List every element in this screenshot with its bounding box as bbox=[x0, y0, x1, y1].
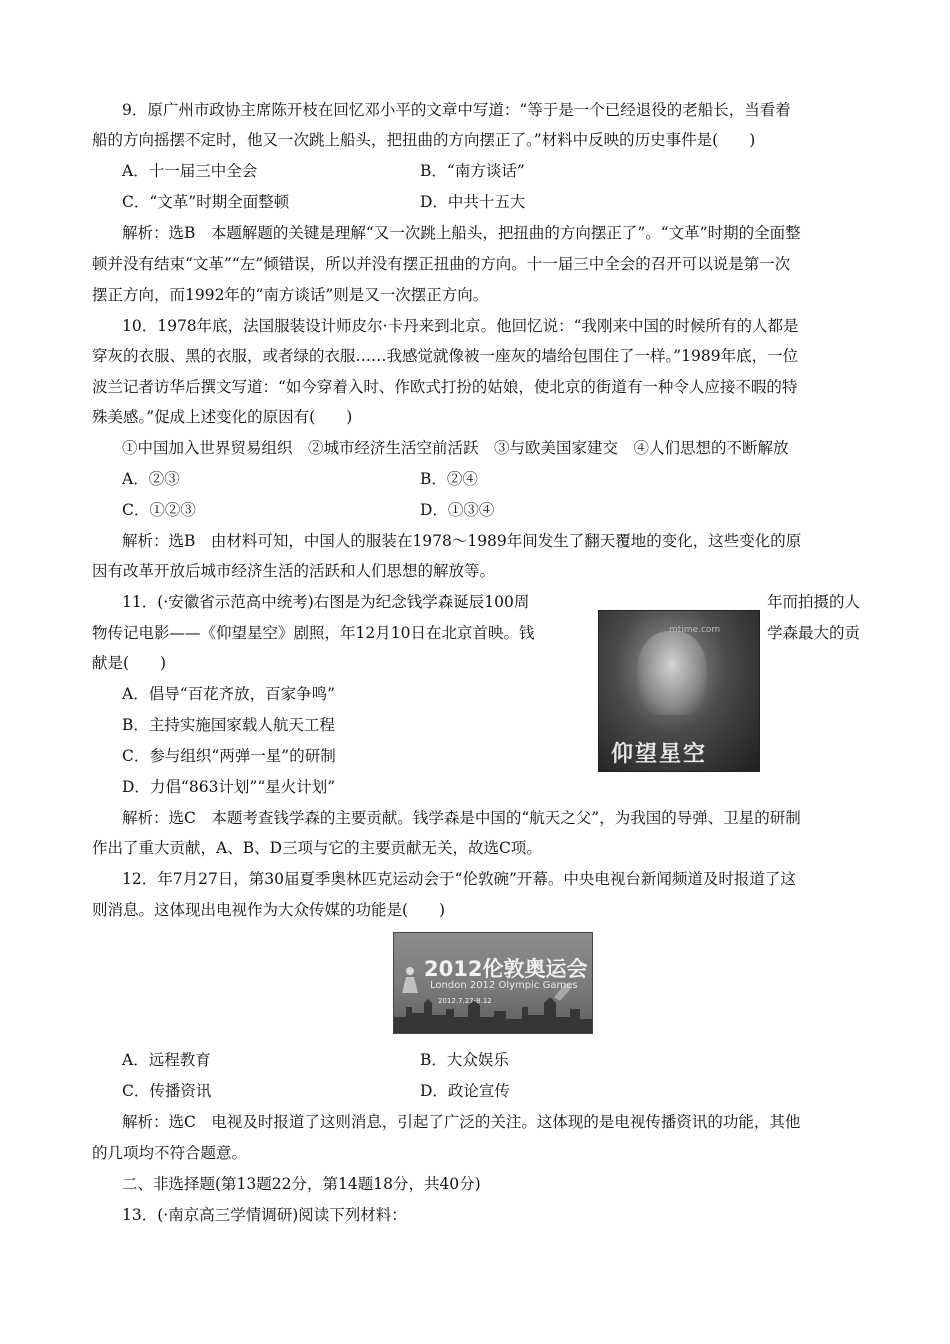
q9-stem-line1: 9．原广州市政协主席陈开枝在回忆邓小平的文章中写道：“等于是一个已经退役的老船长，当看着 bbox=[122, 101, 791, 119]
banner-title: 2012伦敦奥运会 bbox=[424, 957, 588, 981]
photo-calligraphy-title: 仰望星空 bbox=[611, 741, 708, 767]
photo-watermark: mtime.com bbox=[669, 625, 721, 635]
banner-dates: 2012.7.27-8.12 bbox=[438, 997, 492, 1005]
section2-heading: 二、非选择题(第13题22分，第14题18分，共40分) bbox=[122, 1175, 481, 1193]
q11-option-d: D．力倡“863计划”“星火计划” bbox=[122, 778, 336, 796]
q9-option-d: D．中共十五大 bbox=[420, 193, 526, 211]
q9-option-b: B．“南方谈话” bbox=[420, 162, 525, 180]
q13-stem: 13．(·南京高三学情调研)阅读下列材料： bbox=[122, 1206, 407, 1224]
q9-answer-line2: 顿并没有结束“文革”“左”倾错误，所以并没有摆正扭曲的方向。十一届三中全会的召开可以说是第一次 bbox=[92, 255, 791, 273]
q11-stem-line1b: 年而拍摄的人 bbox=[767, 593, 861, 611]
q11-stem-line2b: 学森最大的贡 bbox=[767, 624, 861, 642]
q10-answer-line1: 解析：选B 由材料可知，中国人的服装在1978～1989年间发生了翻天覆地的变化，这些变化的原 bbox=[122, 532, 802, 550]
q12-answer-line2: 的几项均不符合题意。 bbox=[92, 1144, 248, 1162]
q11-answer-line2: 作出了重大贡献，A、B、D三项与它的主要贡献无关，故选C项。 bbox=[92, 839, 542, 857]
q10-stem-line4: 殊美感。”促成上述变化的原因有( ) bbox=[92, 408, 353, 426]
q12-option-c: C．传播资讯 bbox=[122, 1082, 212, 1100]
q9-stem-line2: 船的方向摇摆不定时，他又一次跳上船头，把扭曲的方向摆正了。”材料中反映的历史事件是( ) bbox=[92, 131, 756, 149]
olympics-banner-image bbox=[393, 932, 593, 1034]
q12-stem-line1: 12．年7月27日，第30届夏季奥林匹克运动会于“伦敦碗”开幕。中央电视台新闻频道及时报道了这 bbox=[122, 870, 796, 888]
portrait-figure bbox=[637, 631, 707, 715]
q10-answer-line2: 因有改革开放后城市经济生活的活跃和人们思想的解放等。 bbox=[92, 562, 496, 580]
movie-still-photo bbox=[598, 610, 760, 772]
q9-option-c: C．“文革”时期全面整顿 bbox=[122, 193, 290, 211]
q10-stem-line2: 穿灰的衣服、黑的衣服，或者绿的衣服……我感觉就像被一座灰的墙给包围住了一样。”1989年底，一位 bbox=[92, 347, 799, 365]
q12-option-a: A．远程教育 bbox=[122, 1051, 211, 1069]
banner-subtitle: London 2012 Olympic Games bbox=[430, 980, 578, 991]
q10-option-a: A．②③ bbox=[122, 470, 180, 488]
q10-items: ①中国加入世界贸易组织 ②城市经济生活空前活跃 ③与欧美国家建交 ④人们思想的不断解放 bbox=[122, 439, 789, 457]
q11-stem-line2a: 物传记电影——《仰望星空》剧照，年12月10日在北京首映。钱 bbox=[92, 624, 535, 642]
q12-answer-line1: 解析：选C 电视及时报道了这则消息，引起了广泛的关注。这体现的是电视传播资讯的功能，其他 bbox=[122, 1113, 801, 1131]
q10-stem-line1: 10．1978年底，法国服装设计师皮尔·卡丹来到北京。他回忆说：“我刚来中国的时候所有的人都是 bbox=[122, 317, 799, 335]
q11-stem-line1a: 11．(·安徽省示范高中统考)右图是为纪念钱学森诞辰100周 bbox=[122, 593, 530, 611]
q9-answer-line1: 解析：选B 本题解题的关键是理解“又一次跳上船头，把扭曲的方向摆正了”。“文革”时期的全面整 bbox=[122, 224, 801, 242]
q11-stem-line3: 献是( ) bbox=[92, 654, 167, 672]
q9-option-a: A．十一届三中全会 bbox=[122, 162, 258, 180]
q10-stem-line3: 波兰记者访华后撰文写道：“如今穿着入时、作欧式打扮的姑娘，使北京的街道有一种令人应接不暇的特 bbox=[92, 378, 798, 396]
q11-option-b: B．主持实施国家载人航天工程 bbox=[122, 716, 335, 734]
q10-option-c: C．①②③ bbox=[122, 501, 196, 519]
q12-stem-line2: 则消息。这体现出电视作为大众传媒的功能是( ) bbox=[92, 901, 446, 919]
q11-option-a: A．倡导“百花齐放，百家争鸣” bbox=[122, 685, 336, 703]
q10-option-b: B．②④ bbox=[420, 470, 478, 488]
q11-option-c: C．参与组织“两弹一星”的研制 bbox=[122, 747, 336, 765]
q9-answer-line3: 摆正方向，而1992年的“南方谈话”则是又一次摆正方向。 bbox=[92, 286, 489, 304]
q12-option-b: B．大众娱乐 bbox=[420, 1051, 509, 1069]
q12-option-d: D．政论宣传 bbox=[420, 1082, 510, 1100]
q11-answer-line1: 解析：选C 本题考查钱学森的主要贡献。钱学森是中国的“航天之父”，为我国的导弹、卫星的研制 bbox=[122, 809, 801, 827]
q10-option-d: D．①③④ bbox=[420, 501, 495, 519]
